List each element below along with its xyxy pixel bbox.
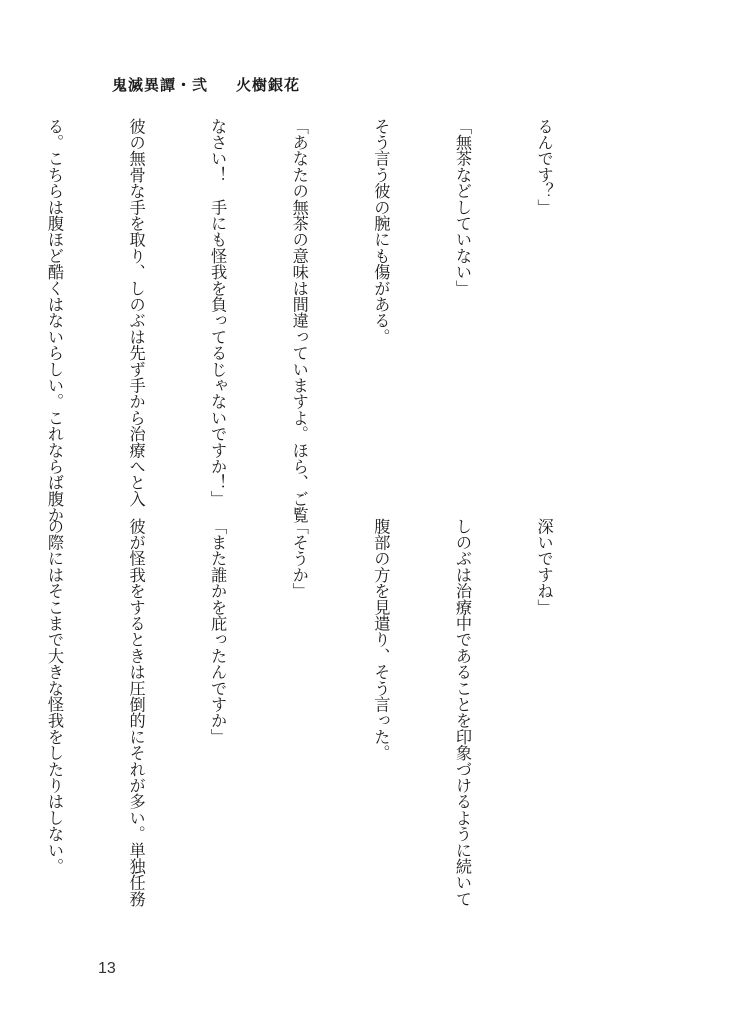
text-line: るんです？」 xyxy=(534,118,554,216)
text-block-bottom xyxy=(0,518,612,907)
text-line: 「そうか」 xyxy=(289,518,309,599)
text-line: 深いですね」 xyxy=(534,518,554,616)
text-line: の際にはそこまで大きな怪我をしたりはしない。 xyxy=(44,518,64,875)
text-line: 「無茶などしていない」 xyxy=(452,118,472,297)
author-name: 火樹銀花 xyxy=(236,76,301,94)
text-block-top xyxy=(0,118,612,523)
running-header xyxy=(112,74,300,95)
text-line: そう言う彼の腕にも傷がある。 xyxy=(371,118,391,345)
book-title: 鬼滅異譚・弐 xyxy=(112,76,209,94)
text-line: 彼の無骨な手を取り、しのぶは先ず手から治療へと入 xyxy=(126,118,146,507)
text-line: なさい！ 手にも怪我を負ってるじゃないですか！」 xyxy=(208,118,228,507)
text-line: 腹部の方を見遣り、そう言った。 xyxy=(371,518,391,761)
text-line: 彼が怪我をするときは圧倒的にそれが多い。単独任務 xyxy=(126,518,146,907)
page-number: 13 xyxy=(98,960,116,977)
text-line: 「あなたの無茶の意味は間違っていますよ。ほら、ご覧 xyxy=(289,118,309,523)
text-line: しのぶは治療中であることを印象づけるように続いて xyxy=(452,518,472,907)
text-line: 「また誰かを庇ったんですか」 xyxy=(208,518,228,745)
text-line: る。こちらは腹ほど酷くはないらしい。これならば腹か xyxy=(44,118,64,523)
